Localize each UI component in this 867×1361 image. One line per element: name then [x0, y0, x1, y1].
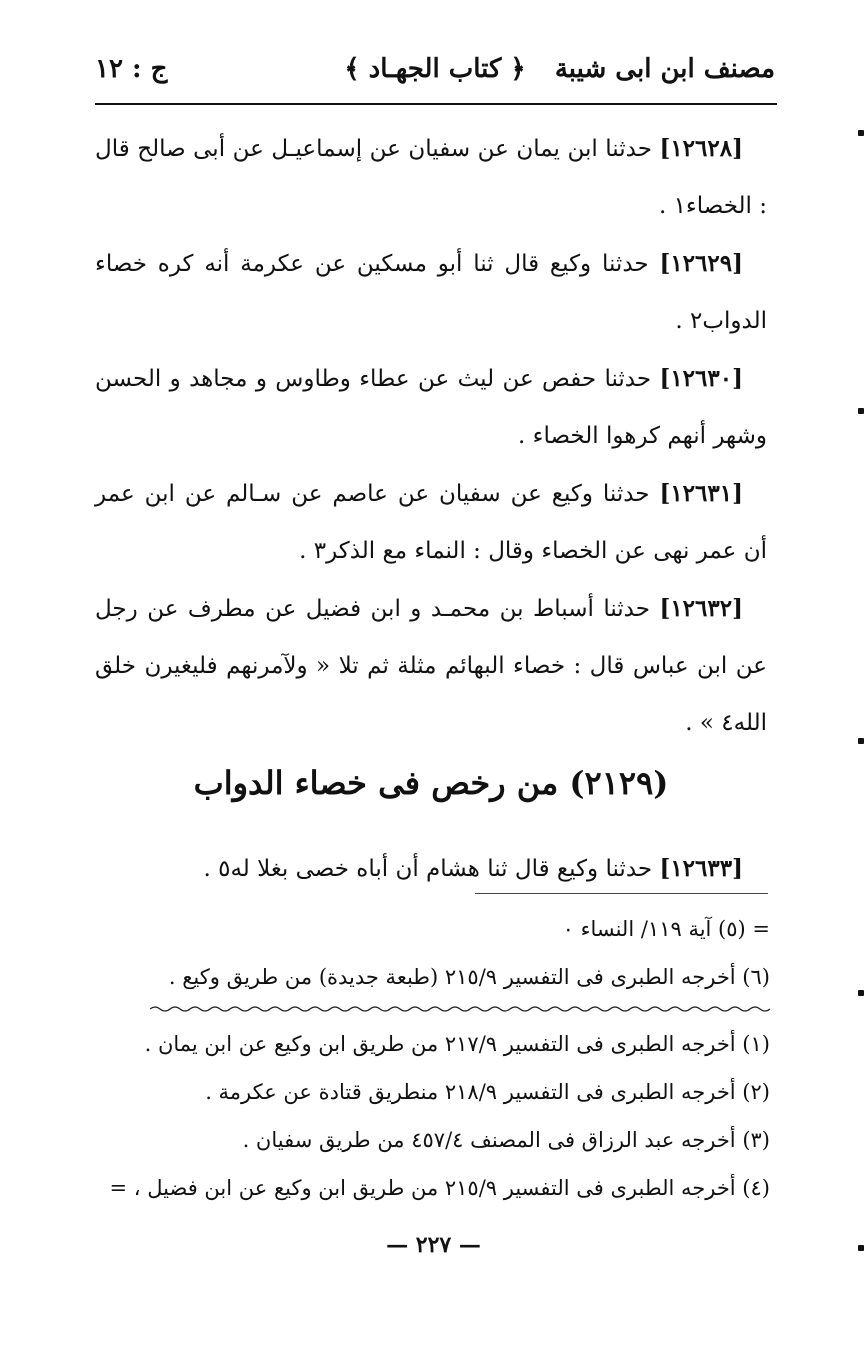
footnote: = (٥) آية ١١٩/ النساء ٠ — [562, 917, 770, 941]
hadith-text: حدثنا ابن يمان عن سفيان عن إسماعيـل عن أبى صالح قال : الخصاء١ . — [95, 136, 767, 219]
footnote: (٣) أخرجه عبد الرزاق فى المصنف ٤٥٧/٤ من طريق سفيان . — [242, 1128, 770, 1152]
hadith-number: [١٢٦٣٣] — [659, 855, 743, 882]
hadith-paragraph — [95, 120, 767, 235]
hadith-text: حدثنا أسباط بن محمـد و ابن فضيل عن مطرف عن رجل عن ابن عباس قال : خصاء البهائم مثلة ثم تلا « ولآمرنهم فليغيرن خلق الله٤ » . — [95, 596, 767, 736]
hadith-paragraph — [95, 580, 767, 752]
footnote: (٦) أخرجه الطبرى فى التفسير ٢١٥/٩ (طبعة جديدة) من طريق وكيع . — [168, 965, 770, 989]
margin-mark — [858, 738, 864, 744]
hadith-text: حدثنا وكيع قال ثنا هشام أن أباه خصى بغلا له٥ . — [203, 856, 660, 882]
margin-mark — [858, 408, 864, 414]
margin-mark — [858, 130, 864, 136]
hadith-paragraph — [95, 350, 767, 465]
book-title: مصنف ابن ابى شيبة — [554, 54, 775, 84]
hadith-number: [١٢٦٣٠] — [659, 365, 743, 392]
footnote: (٢) أخرجه الطبرى فى التفسير ٢١٨/٩ منطريق قتادة عن عكرمة . — [205, 1080, 770, 1104]
page-number: — ٢٢٧ — — [386, 1232, 481, 1258]
margin-mark — [858, 990, 864, 996]
footnote: (٤) أخرجه الطبرى فى التفسير ٢١٥/٩ من طريق ابن وكيع عن ابن فضيل ، = — [109, 1176, 770, 1200]
section-heading: (٢١٢٩) من رخص فى خصاء الدواب — [193, 764, 669, 802]
footnotes — [110, 1020, 770, 1212]
hadith-text: حدثنا وكيع عن سفيان عن عاصم عن سـالم عن ابن عمر أن عمر نهى عن الخصاء وقال : النماء مع الذكر٣ . — [95, 481, 767, 564]
hadith-paragraph — [95, 235, 767, 350]
hadith-text: حدثنا حفص عن ليث عن عطاء وطاوس و مجاهد و الحسن وشهر أنهم كرهوا الخصاء . — [95, 366, 767, 449]
hadith-paragraph — [95, 465, 767, 580]
wavy-separator — [150, 1005, 772, 1013]
hadith-paragraph — [95, 843, 767, 895]
main-text — [95, 120, 767, 752]
header-rule — [95, 103, 777, 105]
margin-mark — [858, 1245, 864, 1251]
running-header — [95, 40, 775, 106]
hadith-number: [١٢٦٢٩] — [659, 250, 743, 277]
footnote-separator — [475, 893, 768, 894]
hadith-text: حدثنا وكيع قال ثنا أبو مسكين عن عكرمة أنه كره خصاء الدواب٢ . — [95, 251, 767, 334]
hadith-number: [١٢٦٣٢] — [659, 595, 743, 622]
hadith-number: [١٢٦٣١] — [659, 480, 743, 507]
footnote: (١) أخرجه الطبرى فى التفسير ٢١٧/٩ من طريق ابن وكيع عن ابن يمان . — [144, 1032, 770, 1056]
chapter-title: ﴿ كتاب الجهـاد ﴾ — [344, 54, 526, 84]
hadith-number: [١٢٦٢٨] — [659, 135, 743, 162]
continued-footnotes — [120, 905, 770, 1001]
volume-number: ج : ١٢ — [95, 54, 168, 84]
